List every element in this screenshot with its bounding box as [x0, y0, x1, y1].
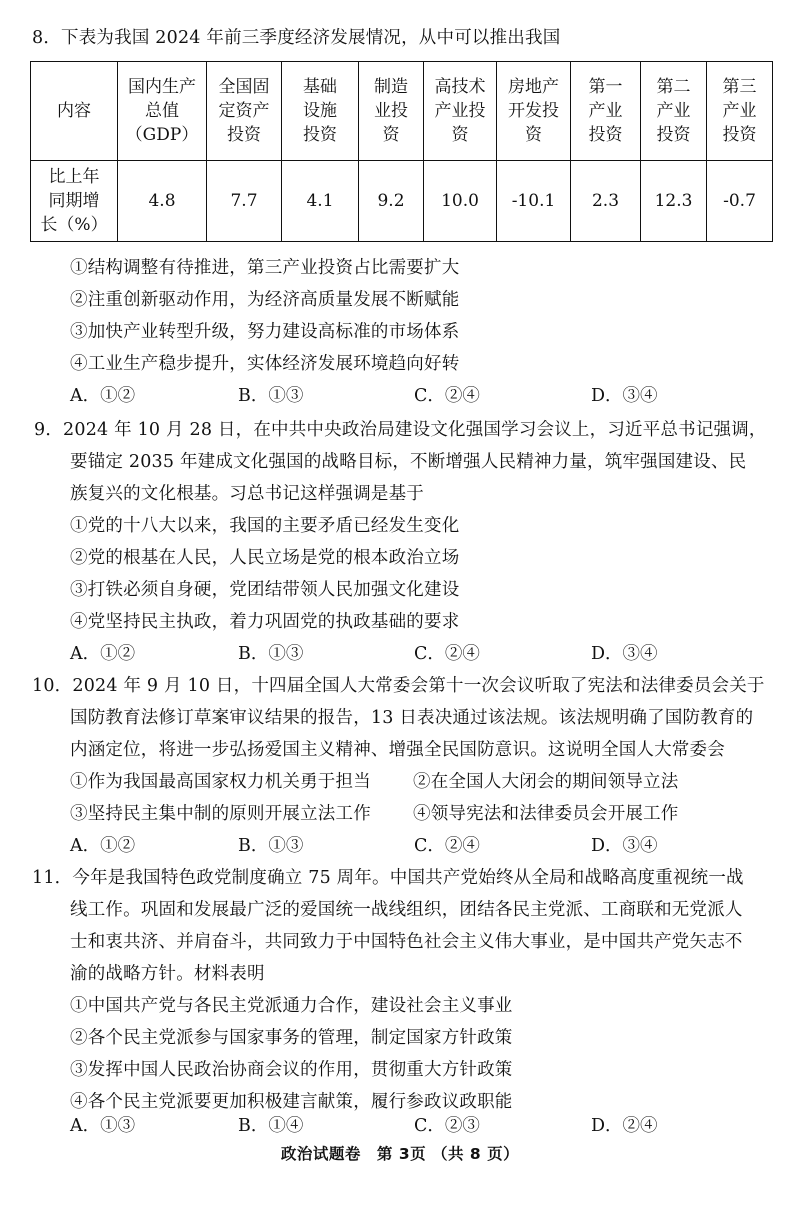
q11-stem-line-4: 渝的战略方针。材料表明	[70, 964, 265, 984]
q8-item-1: ①结构调整有待推进，第三产业投资占比需要扩大	[70, 258, 460, 278]
q10-stem-line-2: 国防教育法修订草案审议结果的报告，13 日表决通过该法规。该法规明确了国防教育的	[70, 708, 754, 728]
q11-stem-line-2: 线工作。巩固和发展最广泛的爱国统一战线组织，团结各民主党派、工商联和无党派人	[70, 900, 743, 920]
q8-options	[70, 384, 770, 408]
q10-stem-line-1: 10．2024 年 9 月 10 日，十四届全国人大常委会第十一次会议听取了宪法和法律委员会关于	[32, 676, 765, 696]
q9-option-d[interactable]: D．③④	[591, 644, 658, 664]
page-footer: 政治试题卷 第 3页 （共 8 页）	[280, 1145, 520, 1163]
table-row-label: 比上年 同期增 长（%）	[31, 161, 118, 242]
table-header-row	[31, 62, 773, 161]
q10-item-2: ②在全国人大闭会的期间领导立法	[413, 772, 679, 792]
q10-option-b[interactable]: B．①③	[238, 836, 304, 856]
q11-option-b[interactable]: B．①④	[238, 1116, 304, 1136]
q9-item-3: ③打铁必须自身硬，党团结带领人民加强文化建设	[70, 580, 460, 600]
q11-options	[70, 1114, 770, 1138]
table-header-cell: 内容	[31, 62, 118, 161]
table-header-cell: 第二 产业 投资	[641, 62, 707, 161]
table-header-cell: 房地产 开发投 资	[497, 62, 571, 161]
table-header-cell: 基础 设施 投资	[282, 62, 359, 161]
q8-option-d[interactable]: D．③④	[591, 386, 658, 406]
table-cell: 10.0	[424, 161, 497, 242]
table-cell: 4.8	[118, 161, 207, 242]
q9-option-c[interactable]: C．②④	[414, 644, 480, 664]
q11-item-3: ③发挥中国人民政治协商会议的作用，贯彻重大方针政策	[70, 1060, 513, 1080]
q10-option-a[interactable]: A．①②	[70, 836, 136, 856]
table-header-cell: 全国固 定资产 投资	[207, 62, 282, 161]
q11-option-a[interactable]: A．①③	[70, 1116, 136, 1136]
q9-option-b[interactable]: B．①③	[238, 644, 304, 664]
table-cell: -0.7	[707, 161, 773, 242]
q11-option-d[interactable]: D．②④	[591, 1116, 658, 1136]
q9-stem-line-1: 9．2024 年 10 月 28 日，在中共中央政治局建设文化强国学习会议上，习近平总书记强调，	[34, 420, 767, 440]
q9-stem-line-2: 要锚定 2035 年建成文化强国的战略目标，不断增强人民精神力量，筑牢强国建设、民	[70, 452, 747, 472]
q11-item-4: ④各个民主党派要更加积极建言献策，履行参政议政职能	[70, 1092, 513, 1112]
q10-stem-line-3: 内涵定位，将进一步弘扬爱国主义精神、增强全民国防意识。这说明全国人大常委会	[70, 740, 725, 760]
q11-stem-line-1: 11．今年是我国特色政党制度确立 75 周年。中国共产党始终从全局和战略高度重视统一战	[32, 868, 744, 888]
q8-item-2: ②注重创新驱动作用，为经济高质量发展不断赋能	[70, 290, 460, 310]
table-cell: 9.2	[359, 161, 424, 242]
q11-option-c[interactable]: C．②③	[414, 1116, 480, 1136]
q8-data-table	[30, 61, 773, 242]
table-cell: 4.1	[282, 161, 359, 242]
table-header-cell: 国内生产 总值 （GDP）	[118, 62, 207, 161]
q10-option-d[interactable]: D．③④	[591, 836, 658, 856]
q10-options	[70, 834, 770, 858]
q9-item-2: ②党的根基在人民，人民立场是党的根本政治立场	[70, 548, 460, 568]
q8-item-4: ④工业生产稳步提升，实体经济发展环境趋向好转	[70, 354, 460, 374]
table-header-cell: 高技术 产业投 资	[424, 62, 497, 161]
table-cell: 7.7	[207, 161, 282, 242]
q10-option-c[interactable]: C．②④	[414, 836, 480, 856]
table-cell: 2.3	[571, 161, 641, 242]
q8-item-3: ③加快产业转型升级，努力建设高标准的市场体系	[70, 322, 460, 342]
q8-option-c[interactable]: C．②④	[414, 386, 480, 406]
table-row	[31, 161, 773, 242]
table-cell: -10.1	[497, 161, 571, 242]
q9-item-1: ①党的十八大以来，我国的主要矛盾已经发生变化	[70, 516, 460, 536]
table-header-cell: 第三 产业 投资	[707, 62, 773, 161]
table-header-cell: 制造 业投 资	[359, 62, 424, 161]
q9-item-4: ④党坚持民主执政，着力巩固党的执政基础的要求	[70, 612, 460, 632]
q11-item-1: ①中国共产党与各民主党派通力合作，建设社会主义事业	[70, 996, 513, 1016]
q11-stem-line-3: 士和衷共济、并肩奋斗，共同致力于中国特色社会主义伟大事业，是中国共产党矢志不	[70, 932, 743, 952]
q10-item-4: ④领导宪法和法律委员会开展工作	[413, 804, 679, 824]
q9-option-a[interactable]: A．①②	[70, 644, 136, 664]
q10-item-1: ①作为我国最高国家权力机关勇于担当	[70, 772, 371, 792]
q8-stem: 8．下表为我国 2024 年前三季度经济发展情况，从中可以推出我国	[32, 28, 561, 48]
q8-option-a[interactable]: A．①②	[70, 386, 136, 406]
q10-item-3: ③坚持民主集中制的原则开展立法工作	[70, 804, 371, 824]
table-cell: 12.3	[641, 161, 707, 242]
table-header-cell: 第一 产业 投资	[571, 62, 641, 161]
q8-option-b[interactable]: B．①③	[238, 386, 304, 406]
q11-item-2: ②各个民主党派参与国家事务的管理，制定国家方针政策	[70, 1028, 513, 1048]
q9-stem-line-3: 族复兴的文化根基。习总书记这样强调是基于	[70, 484, 424, 504]
q9-options	[70, 642, 770, 666]
